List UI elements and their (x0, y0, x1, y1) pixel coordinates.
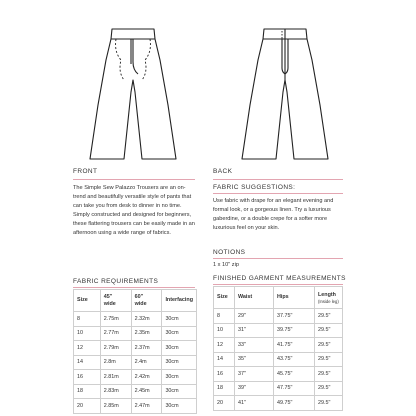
fabric-suggestions-heading: FABRIC SUGGESTIONS: (213, 184, 296, 191)
cell: 30cm (162, 341, 197, 356)
cell: 10 (74, 326, 101, 341)
cell: 39.75" (274, 323, 315, 338)
cell: 37.75" (274, 309, 315, 324)
back-heading: BACK (213, 168, 233, 175)
cell: 8 (74, 312, 101, 327)
fabric-requirements-rule (73, 287, 195, 288)
cell: 43.75" (274, 352, 315, 367)
cell: 29" (235, 309, 274, 324)
header-size: Size (214, 287, 235, 309)
notions-heading: NOTIONS (213, 249, 246, 256)
front-description: The Simple Sew Palazzo Trousers are an on-trend and beautifully versatile style of pants that can take you from desk to dinner in no time. Simply constructed and designed for beginners, these flattering trousers can be easily made in an afternoon using a wide range of fabrics. (73, 185, 195, 237)
cell: 29.5" (315, 309, 343, 324)
header-length (315, 287, 343, 309)
cell: 20 (74, 399, 101, 414)
cell: 2.4m (131, 355, 162, 370)
back-trousers-illustration (224, 0, 348, 165)
header-45-width: 45" (103, 293, 113, 300)
finished-measurements-rule (213, 284, 343, 285)
cell: 2.45m (131, 384, 162, 399)
cell: 30cm (162, 326, 197, 341)
back-rule (213, 179, 343, 180)
cell: 30cm (162, 312, 197, 327)
cell: 35" (235, 352, 274, 367)
cell: 31" (235, 323, 274, 338)
cell: 2.75m (100, 312, 131, 327)
cell: 30cm (162, 399, 197, 414)
cell: 47.75" (274, 381, 315, 396)
cell: 39" (235, 381, 274, 396)
cell: 33" (235, 338, 274, 353)
cell: 12 (214, 338, 235, 353)
cell: 37" (235, 367, 274, 382)
cell: 2.81m (100, 370, 131, 385)
table-row (74, 384, 197, 399)
header-60-wide-label: wide (134, 300, 147, 307)
cell: 14 (214, 352, 235, 367)
cell: 29.5" (315, 338, 343, 353)
cell: 20 (214, 396, 235, 411)
cell: 2.47m (131, 399, 162, 414)
cell: 30cm (162, 355, 197, 370)
cell: 2.83m (100, 384, 131, 399)
table-row (74, 355, 197, 370)
table-row (214, 396, 343, 411)
cell: 2.85m (100, 399, 131, 414)
header-size: Size (74, 290, 101, 312)
cell: 49.75" (274, 396, 315, 411)
cell: 16 (74, 370, 101, 385)
table-row (74, 326, 197, 341)
header-interfacing: Interfacing (162, 290, 197, 312)
cell: 30cm (162, 370, 197, 385)
cell: 41.75" (274, 338, 315, 353)
table-row (214, 338, 343, 353)
table-row (74, 399, 197, 414)
cell: 29.5" (315, 381, 343, 396)
front-rule (73, 179, 195, 180)
notions-text: 1 x 10" zip (213, 262, 239, 268)
cell: 2.77m (100, 326, 131, 341)
cell: 18 (74, 384, 101, 399)
fabric-requirements-heading: FABRIC REQUIREMENTS (73, 278, 159, 285)
cell: 2.32m (131, 312, 162, 327)
table-row (214, 323, 343, 338)
cell: 8 (214, 309, 235, 324)
cell: 18 (214, 381, 235, 396)
cell: 16 (214, 367, 235, 382)
front-heading: FRONT (73, 168, 98, 175)
cell: 41" (235, 396, 274, 411)
table-row (74, 312, 197, 327)
fabric-suggestions-rule (213, 193, 343, 194)
cell: 29.5" (315, 367, 343, 382)
finished-measurements-heading: FINISHED GARMENT MEASUREMENTS (213, 275, 346, 282)
table-row (214, 309, 343, 324)
finished-measurements-table (213, 286, 343, 411)
table-header-row (74, 290, 197, 312)
front-trousers-illustration (72, 0, 196, 165)
header-45-wide-label: wide (103, 300, 116, 307)
header-length-label: Length (318, 291, 336, 298)
header-45-wide (100, 290, 131, 312)
cell: 12 (74, 341, 101, 356)
cell: 29.5" (315, 396, 343, 411)
cell: 2.42m (131, 370, 162, 385)
cell: 45.75" (274, 367, 315, 382)
table-header-row (214, 287, 343, 309)
table-row (74, 370, 197, 385)
header-60-width: 60" (134, 293, 144, 300)
table-row (74, 341, 197, 356)
notions-rule (213, 258, 343, 259)
fabric-requirements-table (73, 289, 197, 414)
cell: 2.35m (131, 326, 162, 341)
cell: 2.37m (131, 341, 162, 356)
table-row (214, 352, 343, 367)
cell: 2.79m (100, 341, 131, 356)
table-row (214, 367, 343, 382)
header-inside-leg: (Inside leg) (318, 298, 339, 304)
cell: 2.8m (100, 355, 131, 370)
header-hips: Hips (274, 287, 315, 309)
cell: 30cm (162, 384, 197, 399)
fabric-suggestions-text: Use fabric with drape for an elegant evening and formal look, or a gorgeous linen. Try a luxurious gaberdine, or a double crepe for a softer more luxurious feel on your skin. (213, 198, 334, 232)
header-60-wide (131, 290, 162, 312)
table-row (214, 381, 343, 396)
header-waist: Waist (235, 287, 274, 309)
cell: 10 (214, 323, 235, 338)
cell: 14 (74, 355, 101, 370)
cell: 29.5" (315, 352, 343, 367)
cell: 29.5" (315, 323, 343, 338)
